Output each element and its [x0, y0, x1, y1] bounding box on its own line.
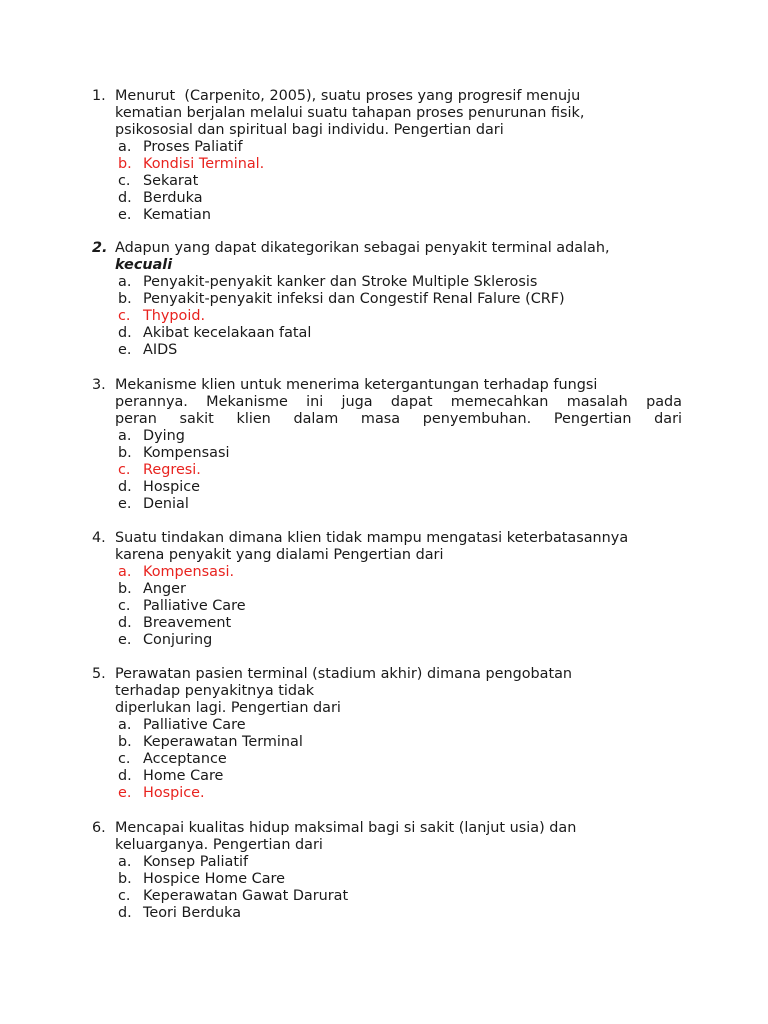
- option-letter: c.: [118, 598, 131, 614]
- question-stem: [92, 666, 682, 717]
- option-letter: d.: [118, 768, 132, 784]
- option-e[interactable]: [92, 207, 682, 224]
- option-text: Home Care: [143, 768, 224, 784]
- question-text: [115, 377, 682, 428]
- option-letter: b.: [118, 445, 132, 461]
- option-letter: c.: [118, 173, 131, 189]
- option-letter: d.: [118, 905, 132, 921]
- option-text: Keperawatan Terminal: [143, 734, 303, 750]
- option-letter: d.: [118, 190, 132, 206]
- option-b[interactable]: [92, 734, 682, 751]
- option-letter: b.: [118, 871, 132, 887]
- question-line: Suatu tindakan dimana klien tidak mampu mengatasi keterbatasannya: [115, 530, 629, 546]
- option-text: Hospice.: [143, 785, 205, 801]
- question-1: [92, 88, 682, 224]
- question-line: peran sakit klien dalam masa penyembuhan. Pengertian dari: [115, 411, 682, 427]
- option-letter: d.: [118, 615, 132, 631]
- option-letter: c.: [118, 462, 131, 478]
- question-4: [92, 530, 682, 649]
- option-a[interactable]: [92, 274, 682, 291]
- question-5: [92, 666, 682, 802]
- option-e[interactable]: [92, 632, 682, 649]
- option-text: Anger: [143, 581, 186, 597]
- option-a[interactable]: [92, 564, 682, 581]
- question-line: Mencapai kualitas hidup maksimal bagi si sakit (lanjut usia) dan: [115, 820, 577, 836]
- question-stem: [92, 820, 682, 854]
- option-text: Kematian: [143, 207, 211, 223]
- question-line: Perawatan pasien terminal (stadium akhir) dimana pengobatan: [115, 666, 573, 682]
- option-letter: b.: [118, 291, 132, 307]
- question-text: [115, 666, 682, 717]
- question-3: [92, 377, 682, 513]
- option-text: Penyakit-penyakit kanker dan Stroke Multiple Sklerosis: [143, 274, 538, 290]
- option-d[interactable]: [92, 190, 682, 207]
- option-c[interactable]: [92, 888, 682, 905]
- question-text: [115, 88, 682, 139]
- option-text: Konsep Paliatif: [143, 854, 249, 870]
- option-letter: e.: [118, 207, 132, 223]
- option-text: Hospice: [143, 479, 201, 495]
- question-line: terhadap penyakitnya tidak: [115, 683, 315, 699]
- option-letter: b.: [118, 734, 132, 750]
- option-c[interactable]: [92, 462, 682, 479]
- option-text: Denial: [143, 496, 189, 512]
- option-text: Acceptance: [143, 751, 227, 767]
- option-e[interactable]: [92, 342, 682, 359]
- option-letter: a.: [118, 854, 132, 870]
- answer-options: [92, 428, 682, 513]
- answer-options: [92, 139, 682, 224]
- option-letter: e.: [118, 342, 132, 358]
- option-e[interactable]: [92, 496, 682, 513]
- option-text: Hospice Home Care: [143, 871, 285, 887]
- option-a[interactable]: [92, 139, 682, 156]
- option-text: Regresi.: [143, 462, 201, 478]
- option-text: AIDS: [143, 342, 178, 358]
- question-line: perannya. Mekanisme ini juga dapat memecahkan masalah pada: [115, 394, 682, 410]
- option-d[interactable]: [92, 615, 682, 632]
- question-line: keluarganya. Pengertian dari: [115, 837, 323, 853]
- question-number: 2.: [92, 240, 108, 256]
- question-number: 3.: [92, 377, 106, 393]
- option-a[interactable]: [92, 428, 682, 445]
- option-letter: b.: [118, 581, 132, 597]
- question-number: 6.: [92, 820, 106, 836]
- question-line: kematian berjalan melalui suatu tahapan proses penurunan fisik,: [115, 105, 585, 121]
- option-letter: a.: [118, 564, 132, 580]
- option-text: Sekarat: [143, 173, 199, 189]
- option-letter: d.: [118, 325, 132, 341]
- question-line: psikososial dan spiritual bagi individu. Pengertian dari: [115, 122, 504, 138]
- option-text: Kondisi Terminal.: [143, 156, 265, 172]
- option-text: Thypoid.: [143, 308, 206, 324]
- option-text: Berduka: [143, 190, 203, 206]
- option-text: Proses Paliatif: [143, 139, 243, 155]
- option-e[interactable]: [92, 785, 682, 802]
- option-d[interactable]: [92, 325, 682, 342]
- option-text: Palliative Care: [143, 717, 246, 733]
- question-number: 1.: [92, 88, 106, 104]
- option-letter: c.: [118, 308, 131, 324]
- option-text: Dying: [143, 428, 185, 444]
- question-line: diperlukan lagi. Pengertian dari: [115, 700, 341, 716]
- option-letter: a.: [118, 139, 132, 155]
- question-line: Mekanisme klien untuk menerima ketergantungan terhadap fungsi: [115, 377, 598, 393]
- option-b[interactable]: [92, 871, 682, 888]
- option-d[interactable]: [92, 905, 682, 922]
- option-letter: d.: [118, 479, 132, 495]
- option-letter: a.: [118, 274, 132, 290]
- question-line: karena penyakit yang dialami Pengertian dari: [115, 547, 444, 563]
- question-line: Adapun yang dapat dikategorikan sebagai penyakit terminal adalah,: [115, 240, 610, 256]
- option-d[interactable]: [92, 479, 682, 496]
- option-letter: a.: [118, 717, 132, 733]
- option-c[interactable]: [92, 751, 682, 768]
- option-letter: c.: [118, 751, 131, 767]
- question-stem: [92, 88, 682, 139]
- option-letter: b.: [118, 156, 132, 172]
- option-b[interactable]: [92, 156, 682, 173]
- option-text: Conjuring: [143, 632, 213, 648]
- option-letter: e.: [118, 785, 132, 801]
- option-text: Teori Berduka: [143, 905, 242, 921]
- question-emphasis: kecuali: [115, 257, 173, 273]
- option-text: Breavement: [143, 615, 232, 631]
- option-c[interactable]: [92, 598, 682, 615]
- question-text: [115, 530, 682, 564]
- option-b[interactable]: [92, 291, 682, 308]
- question-text: [115, 820, 682, 854]
- answer-options: [92, 274, 682, 359]
- answer-options: [92, 717, 682, 802]
- question-text: [115, 240, 682, 274]
- question-stem: [92, 240, 682, 274]
- option-c[interactable]: [92, 308, 682, 325]
- question-6: [92, 820, 682, 922]
- answer-options: [92, 564, 682, 649]
- option-letter: e.: [118, 496, 132, 512]
- option-text: Akibat kecelakaan fatal: [143, 325, 312, 341]
- option-text: Penyakit-penyakit infeksi dan Congestif Renal Falure (CRF): [143, 291, 565, 307]
- option-letter: e.: [118, 632, 132, 648]
- option-text: Keperawatan Gawat Darurat: [143, 888, 349, 904]
- question-number: 4.: [92, 530, 106, 546]
- option-b[interactable]: [92, 581, 682, 598]
- option-letter: c.: [118, 888, 131, 904]
- option-a[interactable]: [92, 854, 682, 871]
- option-letter: a.: [118, 428, 132, 444]
- option-text: Kompensasi: [143, 445, 230, 461]
- question-number: 5.: [92, 666, 106, 682]
- answer-options: [92, 854, 682, 922]
- question-2: [92, 240, 682, 359]
- option-text: Kompensasi.: [143, 564, 235, 580]
- question-stem: [92, 377, 682, 428]
- question-stem: [92, 530, 682, 564]
- option-b[interactable]: [92, 445, 682, 462]
- option-text: Palliative Care: [143, 598, 246, 614]
- question-line: Menurut (Carpenito, 2005), suatu proses yang progresif menuju: [115, 88, 581, 104]
- option-d[interactable]: [92, 768, 682, 785]
- option-a[interactable]: [92, 717, 682, 734]
- option-c[interactable]: [92, 173, 682, 190]
